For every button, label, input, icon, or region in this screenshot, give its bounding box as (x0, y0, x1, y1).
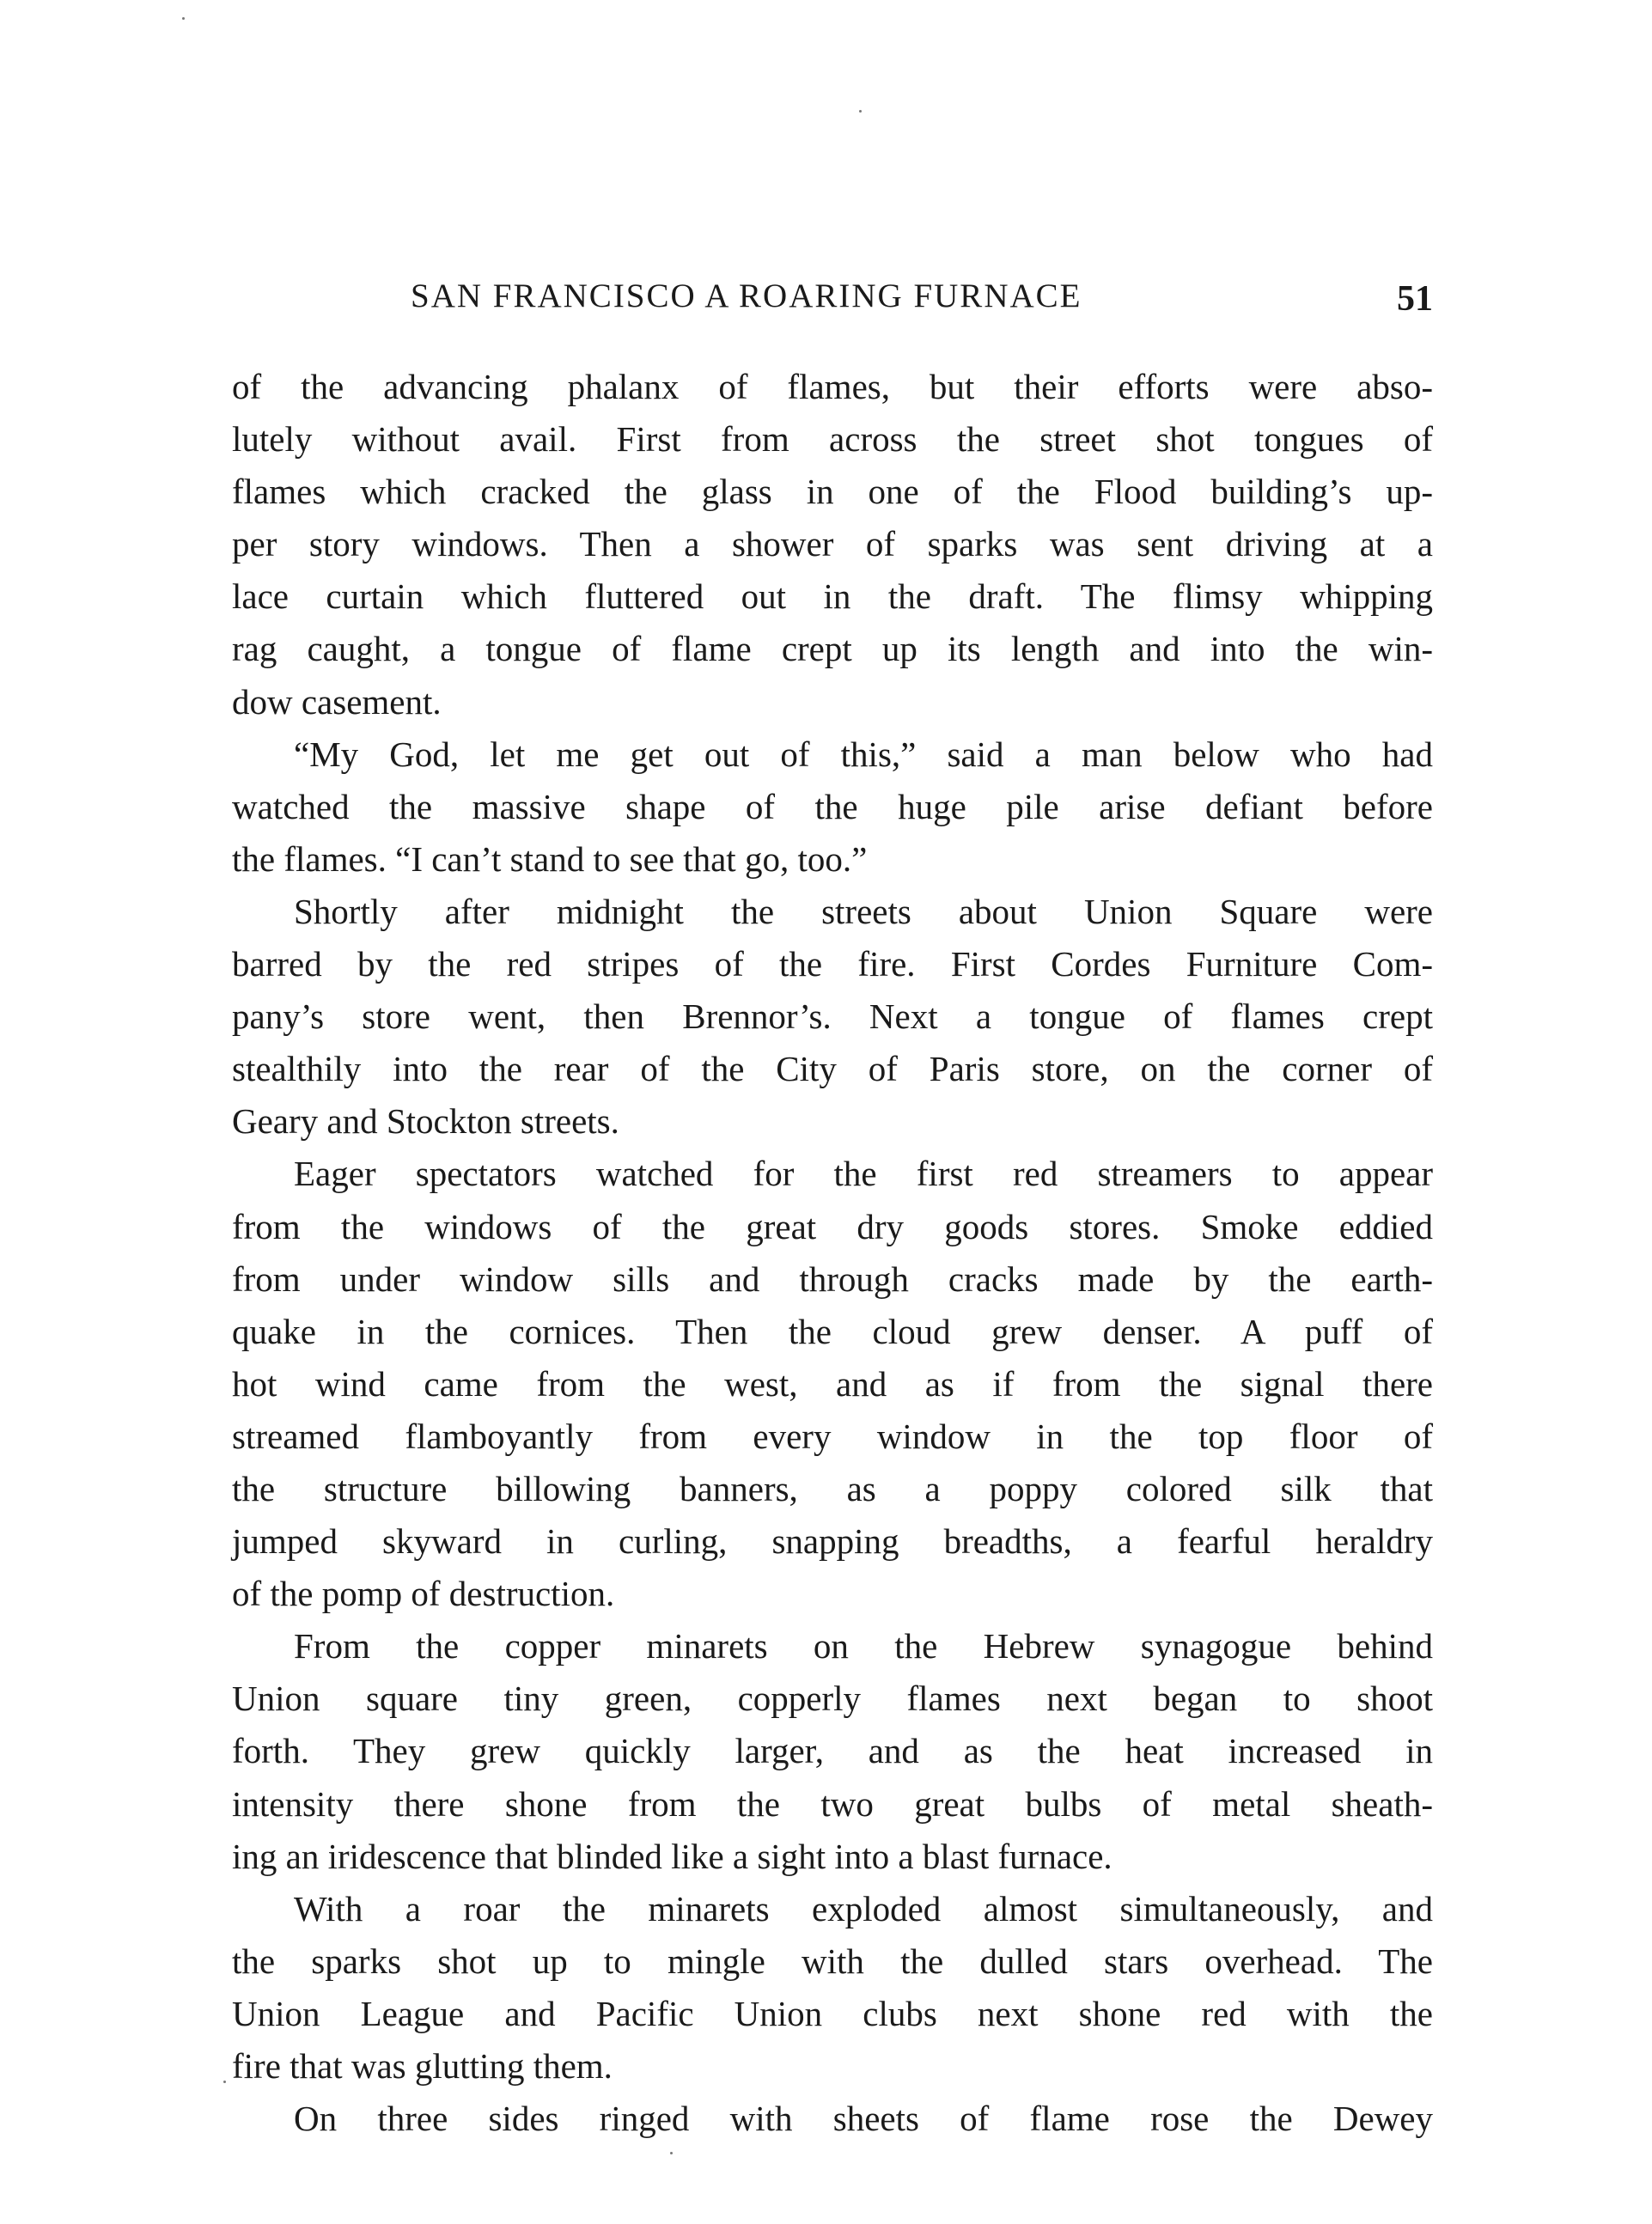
paragraph (232, 2093, 1433, 2145)
scan-speck (223, 2081, 226, 2083)
text-line: watched the massive shape of the huge pile arise defiant before (232, 786, 1433, 826)
text-line: Union League and Pacific Union clubs next shone red with the (232, 1993, 1433, 2033)
text-line: of the pomp of destruction. (232, 1574, 615, 1614)
text-line: “My God, let me get out of this,” said a man below who had (294, 734, 1433, 774)
paragraph (232, 361, 1433, 728)
text-line: per story windows. Then a shower of sparks was sent driving at a (232, 524, 1433, 564)
text-line: lutely without avail. First from across the street shot tongues of (232, 419, 1433, 460)
text-line: rag caught, a tongue of flame crept up its length and into the win- (232, 629, 1433, 669)
text-line: Union square tiny green, copperly flames next began to shoot (232, 1679, 1433, 1719)
text-line: Shortly after midnight the streets about Union Square were (294, 891, 1433, 931)
running-title: SAN FRANCISCO A ROARING FURNACE (411, 277, 1082, 314)
text-line: intensity there shone from the two great bulbs of metal sheath- (232, 1783, 1433, 1824)
text-line: streamed flamboyantly from every window in the top floor of (232, 1416, 1433, 1456)
text-line: On three sides ringed with sheets of flame rose the Dewey (294, 2099, 1433, 2139)
page-header (232, 277, 1433, 328)
page-number: 51 (1397, 279, 1433, 319)
text-line: Eager spectators watched for the first red streamers to appear (294, 1154, 1433, 1194)
paragraph (232, 1883, 1433, 2093)
text-line: quake in the cornices. Then the cloud grew denser. A puff of (232, 1311, 1433, 1351)
text-line: barred by the red stripes of the fire. First Cordes Furniture Com- (232, 944, 1433, 984)
text-line: from the windows of the great dry goods stores. Smoke eddied (232, 1206, 1433, 1246)
text-line: pany’s store went, then Brennor’s. Next a tongue of flames crept (232, 996, 1433, 1037)
text-line: With a roar the minarets exploded almost simultaneously, and (294, 1888, 1433, 1928)
text-line: the sparks shot up to mingle with the dulled stars overhead. The (232, 1941, 1433, 1981)
paragraph (232, 728, 1433, 886)
text-line: flames which cracked the glass in one of the Flood building’s up- (232, 472, 1433, 512)
text-line: of the advancing phalanx of flames, but their efforts were abso- (232, 367, 1433, 406)
text-line: lace curtain which fluttered out in the draft. The flimsy whipping (232, 576, 1433, 617)
text-line: hot wind came from the west, and as if from the signal there (232, 1363, 1433, 1404)
scan-speck (859, 110, 862, 113)
paragraph (232, 1148, 1433, 1620)
text-line: dow casement. (232, 681, 442, 722)
paragraph (232, 886, 1433, 1148)
text-line: the structure billowing banners, as a poppy colored silk that (232, 1468, 1433, 1508)
text-line: stealthily into the rear of the City of Paris store, on the corner of (232, 1049, 1433, 1089)
text-line: Geary and Stockton streets. (232, 1101, 619, 1142)
text-line: from under window sills and through cracks made by the earth- (232, 1258, 1433, 1299)
text-line: From the copper minarets on the Hebrew synagogue behind (294, 1626, 1433, 1666)
text-line: ing an iridescence that blinded like a sight into a blast furnace. (232, 1836, 1113, 1876)
text-line: forth. They grew quickly larger, and as the heat increased in (232, 1731, 1433, 1771)
body-text (232, 361, 1433, 2145)
scan-speck (182, 17, 185, 20)
scan-speck (670, 2152, 673, 2154)
text-line: the flames. “I can’t stand to see that go, too.” (232, 838, 868, 879)
paragraph (232, 1620, 1433, 1882)
text-line: fire that was glutting them. (232, 2046, 613, 2086)
text-line: jumped skyward in curling, snapping breadths, a fearful heraldry (232, 1521, 1433, 1562)
